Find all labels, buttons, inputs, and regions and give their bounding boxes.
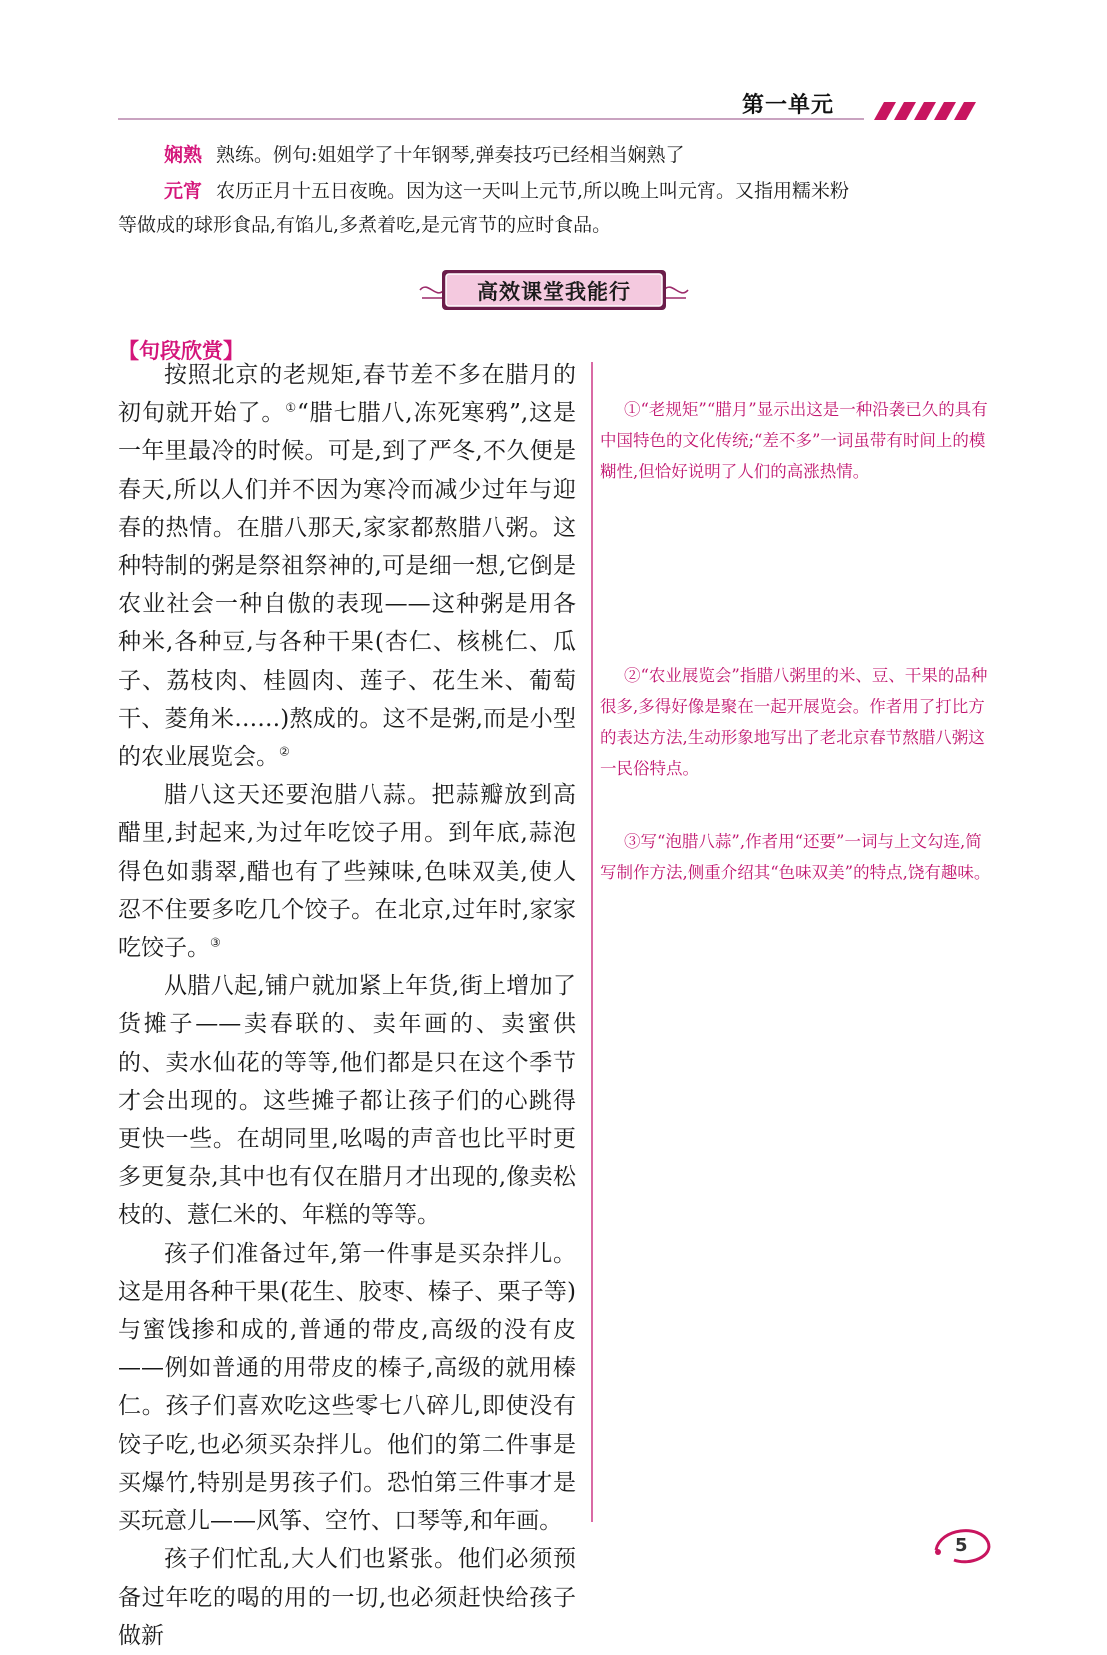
margin-note-3: ③写“泡腊八蒜”,作者用“还要”一词与上文勾连,简写制作方法,侧重介绍其“色味双美”的特点,饶有趣味。 bbox=[600, 832, 991, 882]
margin-note-2: ②“农业展览会”指腊八粥里的米、豆、干果的品种很多,多得好像是聚在一起开展览会。作者用了打比方的表达方法,生动形象地写出了老北京春节熬腊八粥这一民俗特点。 bbox=[600, 666, 988, 778]
vocab-definition-continued: 等做成的球形食品,有馅儿,多煮着吃,是元宵节的应时食品。 bbox=[118, 214, 612, 236]
paragraph-2: 腊八这天还要泡腊八蒜。把蒜瓣放到高醋里,封起来,为过年吃饺子用。到年底,蒜泡得色如翡翠,醋也有了些辣味,色味双美,使人忍不住要多吃几个饺子。在北京,过年时,家家吃饺子。③ bbox=[118, 782, 576, 962]
main-passage bbox=[118, 356, 576, 1655]
section-label: 【句段欣赏】 bbox=[118, 339, 244, 363]
paragraph-3: 从腊八起,铺户就加紧上年货,街上增加了货摊子——卖春联的、卖年画的、卖蜜供的、卖水仙花的等等,他们都是只在这个季节才会出现的。这些摊子都让孩子们的心跳得更快一些。在胡同里,吆喝的声音也比平时更多更复杂,其中也有仅在腊月才出现的,像卖松枝的、薏仁米的、年糕的等等。 bbox=[118, 973, 576, 1229]
paragraph-4: 孩子们准备过年,第一件事是买杂拌儿。这是用各种干果(花生、胶枣、榛子、栗子等)与蜜饯掺和成的,普通的带皮,高级的没有皮——例如普通的用带皮的榛子,高级的就用榛仁。孩子们喜欢吃这些零七八碎儿,即使没有饺子吃,也必须买杂拌儿。他们的第二件事是买爆竹,特别是男孩子们。恐怕第三件事才是买玩意儿——风筝、空竹、口琴等,和年画。 bbox=[118, 1240, 576, 1535]
annotation-mark-3: ③ bbox=[210, 935, 221, 950]
vocab-entry-2-continued bbox=[118, 210, 988, 240]
margin-note-1: ①“老规矩”“腊月”显示出这是一种沿袭已久的具有中国特色的文化传统;“差不多”一词虽带有时间上的模糊性,但恰好说明了人们的高涨热情。 bbox=[600, 400, 988, 481]
vocab-definition: 熟练。例句:姐姐学了十年钢琴,弹奏技巧已经相当娴熟了 bbox=[216, 144, 685, 166]
unit-title: 第一单元 bbox=[742, 93, 835, 118]
vocab-term: 娴熟 bbox=[164, 144, 203, 166]
header-stripes-decoration bbox=[870, 100, 980, 122]
page-number: 5 bbox=[955, 1535, 968, 1556]
column-divider bbox=[591, 362, 593, 1522]
vocab-entry-2 bbox=[130, 176, 1000, 206]
paragraph-1: 按照北京的老规矩,春节差不多在腊月的初旬就开始了。①“腊七腊八,冻死寒鸦”,这是一年里最冷的时候。可是,到了严冬,不久便是春天,所以人们并不因为寒冷而减少过年与迎春的热情。在腊八那天,家家都熬腊八粥。这种特制的粥是祭祖祭神的,可是细一想,它倒是农业社会一种自傲的表现——这种粥是用各种米,各种豆,与各种干果(杏仁、核桃仁、瓜子、荔枝肉、桂圆肉、莲子、花生米、葡萄干、菱角米……)熬成的。这不是粥,而是小型的农业展览会。② bbox=[118, 362, 577, 771]
section-banner-label: 高效课堂我能行 bbox=[477, 280, 631, 304]
vocab-entry-1 bbox=[130, 140, 1000, 170]
annotation-mark-1: ① bbox=[285, 400, 298, 415]
vocab-definition: 农历正月十五日夜晚。因为这一天叫上元节,所以晚上叫元宵。又指用糯米粉 bbox=[216, 180, 850, 202]
paragraph-5: 孩子们忙乱,大人们也紧张。他们必须预备过年吃的喝的用的一切,也必须赶快给孩子做新 bbox=[118, 1546, 576, 1649]
header-rule bbox=[118, 118, 864, 120]
vocab-term: 元宵 bbox=[164, 180, 203, 202]
annotation-mark-2: ② bbox=[279, 744, 290, 759]
